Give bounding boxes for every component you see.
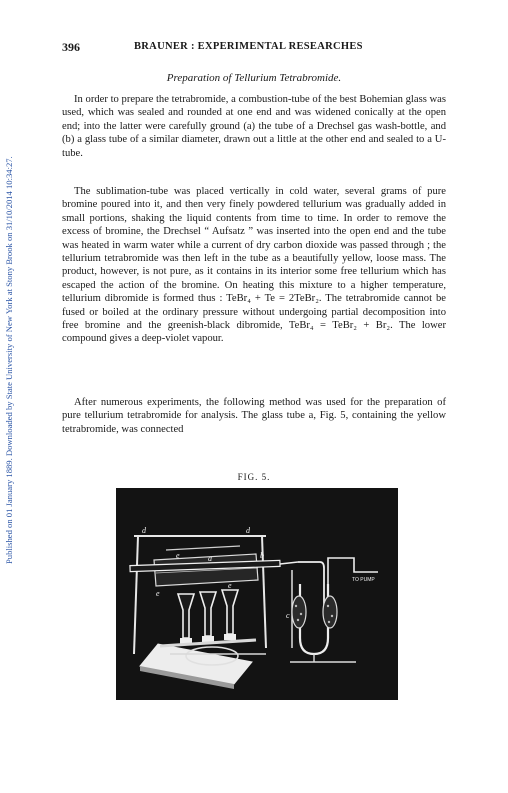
download-watermark: Published on 01 January 1889. Downloaded by State University of New York at Stony Brook on 31/10/2014 10:34:27. xyxy=(4,156,14,564)
label-c: c xyxy=(286,611,290,620)
paragraph-text: The sublimation-tube was placed vertically in cold water, several grams of pure bromine poured into it, and then very finely powdered tellurium was gradually added in small portions, shaking the liquid contents from time to time. In order to remove the excess of bromine, the Drechsel “ Aufsatz ” was inserted into the open end and the tube was heated in warm water while a current of dry carbon dioxide was passed through ; the tellurium tetrabromide was then left in the tube as a beautifully yellow, loose mass. The product, however, is not pure, as it contains in its interior some free tellurium which has escaped the action of the bromine. On heating this mixture to a higher temperature, tellurium dibromide is formed thus : TeBr₄ + Te = 2TeBr₂. The tetrabromide cannot be fused or boiled at the ordinary pressure without undergoing partial decomposition into free bromine and the greenish-black dibromide, TeBr₄ = TeBr₂ + Br₂. The lower compound gives a deep-violet vapour. xyxy=(62,186,446,345)
page-header xyxy=(62,40,446,54)
label-to-pump: TO PUMP xyxy=(352,577,375,583)
running-head: BRAUNER : EXPERIMENTAL RESEARCHES xyxy=(134,41,363,52)
label-e-upper: e xyxy=(176,551,180,560)
section-title: Preparation of Tellurium Tetrabromide. xyxy=(166,72,342,84)
label-d-right: d xyxy=(246,526,250,535)
page-number: 396 xyxy=(62,40,80,54)
paragraph-text: In order to prepare the tetrabromide, a combustion-tube of the best Bohemian glass was used, which was sealed and rounded at one end and was widened conically at the open end; into the latter were carefully ground (a) the tube of a Drechsel gas wash-bottle, and (b) a glass tube of a similar diameter, drawn out a little at the other end and sealed to a U-tube. xyxy=(62,94,446,159)
apparatus-illustration xyxy=(116,488,398,700)
label-e-left: e xyxy=(156,589,160,598)
label-e-mid: e xyxy=(228,581,232,590)
label-b: b xyxy=(260,551,264,560)
paragraph-text: After numerous experiments, the following method was used for the preparation of pure tellurium tetrabromide for analysis. The glass tube a, Fig. 5, containing the yellow tetrabromide, was connected xyxy=(62,397,446,435)
figure-caption: FIG. 5. xyxy=(237,472,271,482)
label-d-left: d xyxy=(142,526,146,535)
label-a: a xyxy=(208,554,212,563)
apparatus-figure xyxy=(116,488,398,700)
paragraph-1 xyxy=(62,93,446,160)
paragraph-3 xyxy=(62,396,446,436)
paragraph-2 xyxy=(62,185,446,346)
